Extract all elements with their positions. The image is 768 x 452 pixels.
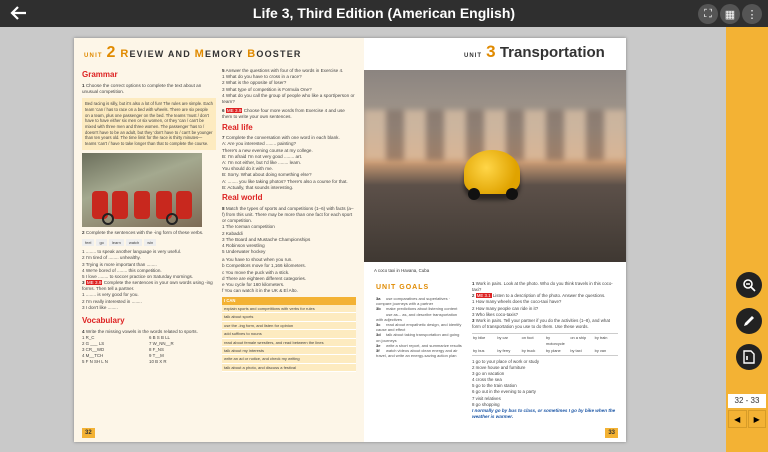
- page-indicator: 32 - 33: [728, 394, 766, 408]
- right-sidebar: [726, 27, 768, 452]
- bed-race-photo: [82, 153, 202, 227]
- left-column: Grammar 1 Choose the correct options to complete the text about an unusual competition. Bed racing is silly, but it's also a lot of fun! The rules are simple. Each team 'can / has to race on a bed with wheels. There are six people on a team, plus one passenger on the bed. The teams 'must / don't have to have either six men or six women, or they 'can / can't be mixed with three men and three women. The passenger 'has to / doesn't have to be an adult, but they 'don't have to / can't be younger than ten years old. The time limit for the race is thirty minutes—teams 'can't / have to take longer than that to complete the course. 2 Complete the sentences with the -ing form of these verbs. feel go learn watch win 1 ........ to speak another language is very useful. 2 I'm tired of ........ unhealthy. 3 Trying is more important than ........ 4 We're bored of ........ this competition. 5 I love ........ to soccer practice on Saturday mornings. 3 ME 3.9 Complete the sentences in your own words using -ing forms. Then tell a partner. 1 ........ is very good for you. 2 I'm really interested in ........ 3 I don't like ........ Vocabulary 4 Write the missing vowels in the words related to sports. 1 R_C 6 B S B LL 2 G ___ LS 7 W_NN__R 3 CR__WD 8 F_NS 4 M__TCH 9 T__M 5 F N SH L N 10 B X R: [82, 68, 216, 365]
- middle-column: 5 Answer the questions with four of the words in Exercise 4. 1 What do you have to cross in a race? 2 What is the opposite of loser? 3 What type of competition is Formula One? 4 What do you call the group of people who like a sport/person or team? 6 ME 3.9 Choose four more words from Exercise 4 and use them to write your own sentences. Real life 7 Complete the conversation with one word in each blank. A: Are you interested ........ painting? There's a new evening course at my college. B: I'm afraid I'm not very good ........ art. A: I'm not either, but I'd like ........ learn. You should do it with me. B: Sorry. What about doing something else? A: ........ you like taking photos? There's also a course for that. B: Actually, that sounds interesting. Real world 8 Match the types of sports and competitions (1–6) with facts (a–f) from this unit. There may be more than one fact for each sport or competition. 1 The Iceman competition 2 Kabaddi 3 The Board and Mustache Championships 4 Robinson wrestling 5 Underwater hockey a You have to shout when you run. b Competitors move for 1,166 kilometers. c You move the puck with a stick. d There are eighteen different categories. e You cycle for 160 kilometers. f You can watch it in the UK & El Alto. I CAN explain sports and competitions with verbs for rules talk about sports use the -ing form, and listen for opinion add suffixes to nouns read about female wrestlers, and read between the lines talk about my interests write an ad or notice, and check my writing talk about a photo, and discuss a festival: [222, 68, 356, 372]
- unit-title: UNIT 3 Transportation: [464, 42, 605, 61]
- more-icon[interactable]: ⋮: [742, 4, 762, 24]
- photo-caption: A coco taxi in Havana, Cuba: [374, 268, 430, 273]
- page-number-left: 32: [82, 428, 95, 438]
- review-heading: UNIT 2 REVIEW AND MEMORY BOOSTER: [84, 44, 302, 61]
- i-can-table: I CAN explain sports and competitions with verbs for rules talk about sports use the -ing form, and listen for opinion add suffixes to nouns read about female wrestlers, and read between the lines talk about my interests write an ad or notice, and check my writing talk about a photo, and discuss a festival: [222, 297, 356, 372]
- vowel-words: 1 R_C 6 B S B LL 2 G ___ LS 7 W_NN__R 3 CR__WD 8 F_NS 4 M__TCH 9 T__M 5 F N SH L N 10 B X R: [82, 334, 174, 364]
- coco-taxi-photo: [364, 70, 626, 262]
- grammar-heading: Grammar: [82, 70, 118, 79]
- example-note: I normally go by bus to class, or sometimes I go by bike when the weather is warmer.: [472, 407, 616, 420]
- top-bar: [0, 0, 768, 27]
- verb-chips: feel go learn watch win: [82, 239, 216, 246]
- bed-racing-text: Bed racing is silly, but it's also a lot of fun! The rules are simple. Each team 'can / has to race on a bed with wheels. There are six people on a team, plus one passenger on the bed. The teams 'must / don't have to have either six men or six women, or they 'can / can't be mixed with three men and three women. The passenger 'has to / doesn't have to be an adult, but they 'don't have to / can't be younger than ten years old. The time limit for the race is thirty minutes—teams 'can't / have to take longer than that to complete the course.: [82, 98, 216, 149]
- page-number-right: 33: [605, 428, 618, 438]
- note-icon[interactable]: [736, 344, 762, 370]
- book-title: Life 3, Third Edition (American English): [252, 5, 516, 21]
- transport-grid: by bike by car on foot by motorcycle on a ship by train by bus by ferry by truck by plane by taxi by van: [472, 333, 618, 355]
- real-life-heading: Real life: [222, 122, 253, 132]
- fullscreen-icon[interactable]: ⛶: [698, 4, 718, 24]
- real-world-heading: Real world: [222, 192, 263, 202]
- prev-page-button[interactable]: ◀: [728, 410, 747, 428]
- page-navigation: [728, 410, 766, 428]
- left-page: [74, 38, 364, 442]
- right-page: [364, 38, 626, 442]
- right-exercises: 1 Work in pairs. Look at the photo. Who do you think travels in this coco-taxi? 2 ME 3.1 Listen to a description of the photo. Answer the questions. 1 How many wheels does the coco-taxi have? 2 How many people can ride in it? 3 Who likes coco-taxis? 3 Work in pairs. Tell your partner if you do the activities (1–8), and what form of transportation you use to do them. Use these words. by bike by car on foot by motorcycle on a ship by train by bus by ferry by truck by plane by taxi by van 1 go to your place of work or study 2 move house and furniture 3 go on vacation 4 cross the sea 5 go to the train station 6 go out in the evening to a party 7 visit relatives 8 go shopping I normally go by bus to class, or sometimes I go by bike when the weather is warmer.: [472, 281, 618, 421]
- pen-icon[interactable]: [736, 308, 762, 334]
- unit-goals-list: 3a use comparatives and superlatives · compare journeys with a partner 3b make predictions about listening content use as... as, and describe transportation with adjectives 3c read about empathetic design, and identify cause and effect 3d talk about taking transportation and going on journeys 3e write a short report, and summarize results 3f watch videos about clean energy and air travel, and write an energy-saving action plan: [376, 296, 462, 359]
- unit-goals-heading: UNIT GOALS: [376, 284, 430, 291]
- next-page-button[interactable]: ▶: [748, 410, 767, 428]
- vocabulary-heading: Vocabulary: [82, 316, 125, 325]
- zoom-icon[interactable]: [736, 272, 762, 298]
- grid-icon[interactable]: ▦: [720, 4, 740, 24]
- book-spread: [74, 38, 626, 442]
